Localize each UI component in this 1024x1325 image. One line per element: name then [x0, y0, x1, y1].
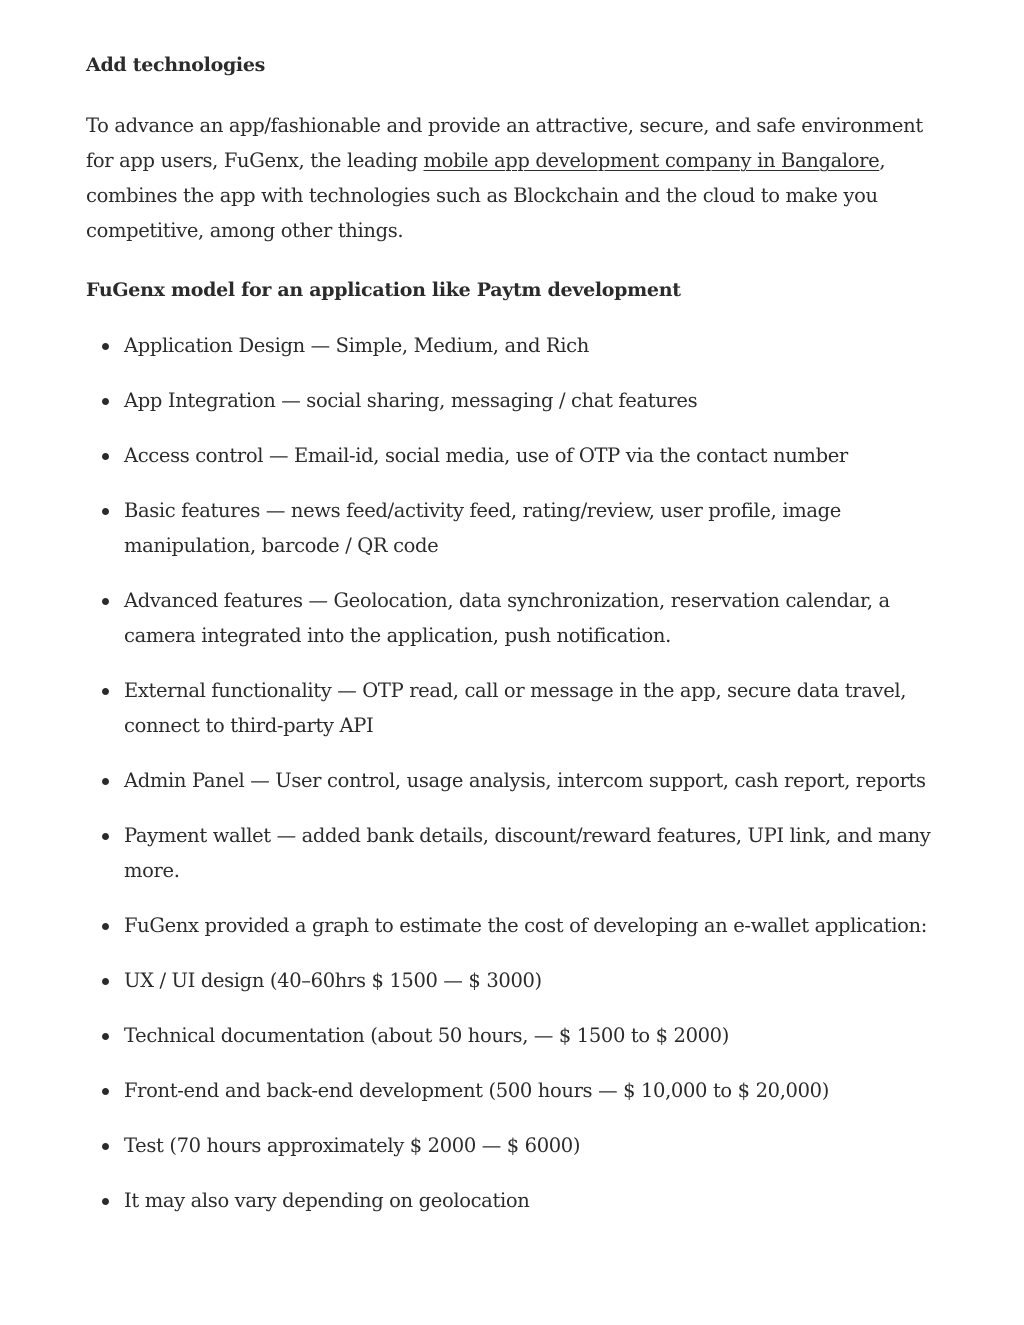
- list-item: [86, 963, 944, 998]
- bullet-icon: [102, 453, 109, 460]
- article-body: [86, 48, 944, 1238]
- list-item-text: Admin Panel — User control, usage analysis, intercom support, cash report, reports: [124, 769, 926, 792]
- list-item: [86, 583, 944, 653]
- company-link[interactable]: mobile app development company in Bangalore: [423, 149, 880, 172]
- paragraph-text-before-link: To advance an app/fashionable and provide an attractive, secure, and safe environment for app users, FuGenx, the leading: [86, 114, 923, 172]
- bullet-icon: [102, 833, 109, 840]
- list-item: [86, 438, 944, 473]
- list-item-text: Technical documentation (about 50 hours, — $ 1500 to $ 2000): [124, 1024, 730, 1047]
- paragraph-text-after-link: , combines the app with technologies such as Blockchain and the cloud to make you competitive, among other things.: [86, 149, 886, 242]
- list-item-text: Access control — Email-id, social media, use of OTP via the contact number: [124, 444, 848, 467]
- bullet-icon: [102, 1033, 109, 1040]
- list-item: [86, 1183, 944, 1218]
- list-item: [86, 673, 944, 743]
- bullet-icon: [102, 923, 109, 930]
- bullet-icon: [102, 598, 109, 605]
- bullet-icon: [102, 978, 109, 985]
- list-item: [86, 383, 944, 418]
- bullet-icon: [102, 688, 109, 695]
- intro-paragraph: [86, 108, 944, 248]
- list-item: [86, 493, 944, 563]
- bullet-icon: [102, 343, 109, 350]
- bullet-icon: [102, 1198, 109, 1205]
- bullet-icon: [102, 398, 109, 405]
- list-item-text: Test (70 hours approximately $ 2000 — $ 6000): [124, 1134, 581, 1157]
- list-item-text: It may also vary depending on geolocation: [124, 1189, 530, 1212]
- list-item: [86, 908, 944, 943]
- bullet-icon: [102, 508, 109, 515]
- list-item: [86, 1128, 944, 1163]
- bullet-icon: [102, 1143, 109, 1150]
- list-item-text: Advanced features — Geolocation, data synchronization, reservation calendar, a camera integrated into the application, push notification.: [124, 589, 890, 647]
- section-heading-add-technologies: Add technologies: [86, 54, 266, 76]
- list-item: [86, 1018, 944, 1053]
- section-heading-fugenx-model: FuGenx model for an application like Paytm development: [86, 279, 681, 301]
- list-item: [86, 1073, 944, 1108]
- bullet-icon: [102, 778, 109, 785]
- list-item-text: Application Design — Simple, Medium, and Rich: [124, 334, 589, 357]
- list-item-text: App Integration — social sharing, messaging / chat features: [124, 389, 698, 412]
- list-item-text: UX / UI design (40–60hrs $ 1500 — $ 3000): [124, 969, 542, 992]
- list-item-text: FuGenx provided a graph to estimate the cost of developing an e-wallet application:: [124, 914, 927, 937]
- list-item-text: External functionality — OTP read, call or message in the app, secure data travel, connect to third-party API: [124, 679, 907, 737]
- list-item: [86, 763, 944, 798]
- list-item-text: Front-end and back-end development (500 hours — $ 10,000 to $ 20,000): [124, 1079, 829, 1102]
- list-item: [86, 818, 944, 888]
- feature-list: [86, 328, 944, 1218]
- list-item-text: Basic features — news feed/activity feed, rating/review, user profile, image manipulation, barcode / QR code: [124, 499, 841, 557]
- list-item: [86, 328, 944, 363]
- bullet-icon: [102, 1088, 109, 1095]
- list-item-text: Payment wallet — added bank details, discount/reward features, UPI link, and many more.: [124, 824, 931, 882]
